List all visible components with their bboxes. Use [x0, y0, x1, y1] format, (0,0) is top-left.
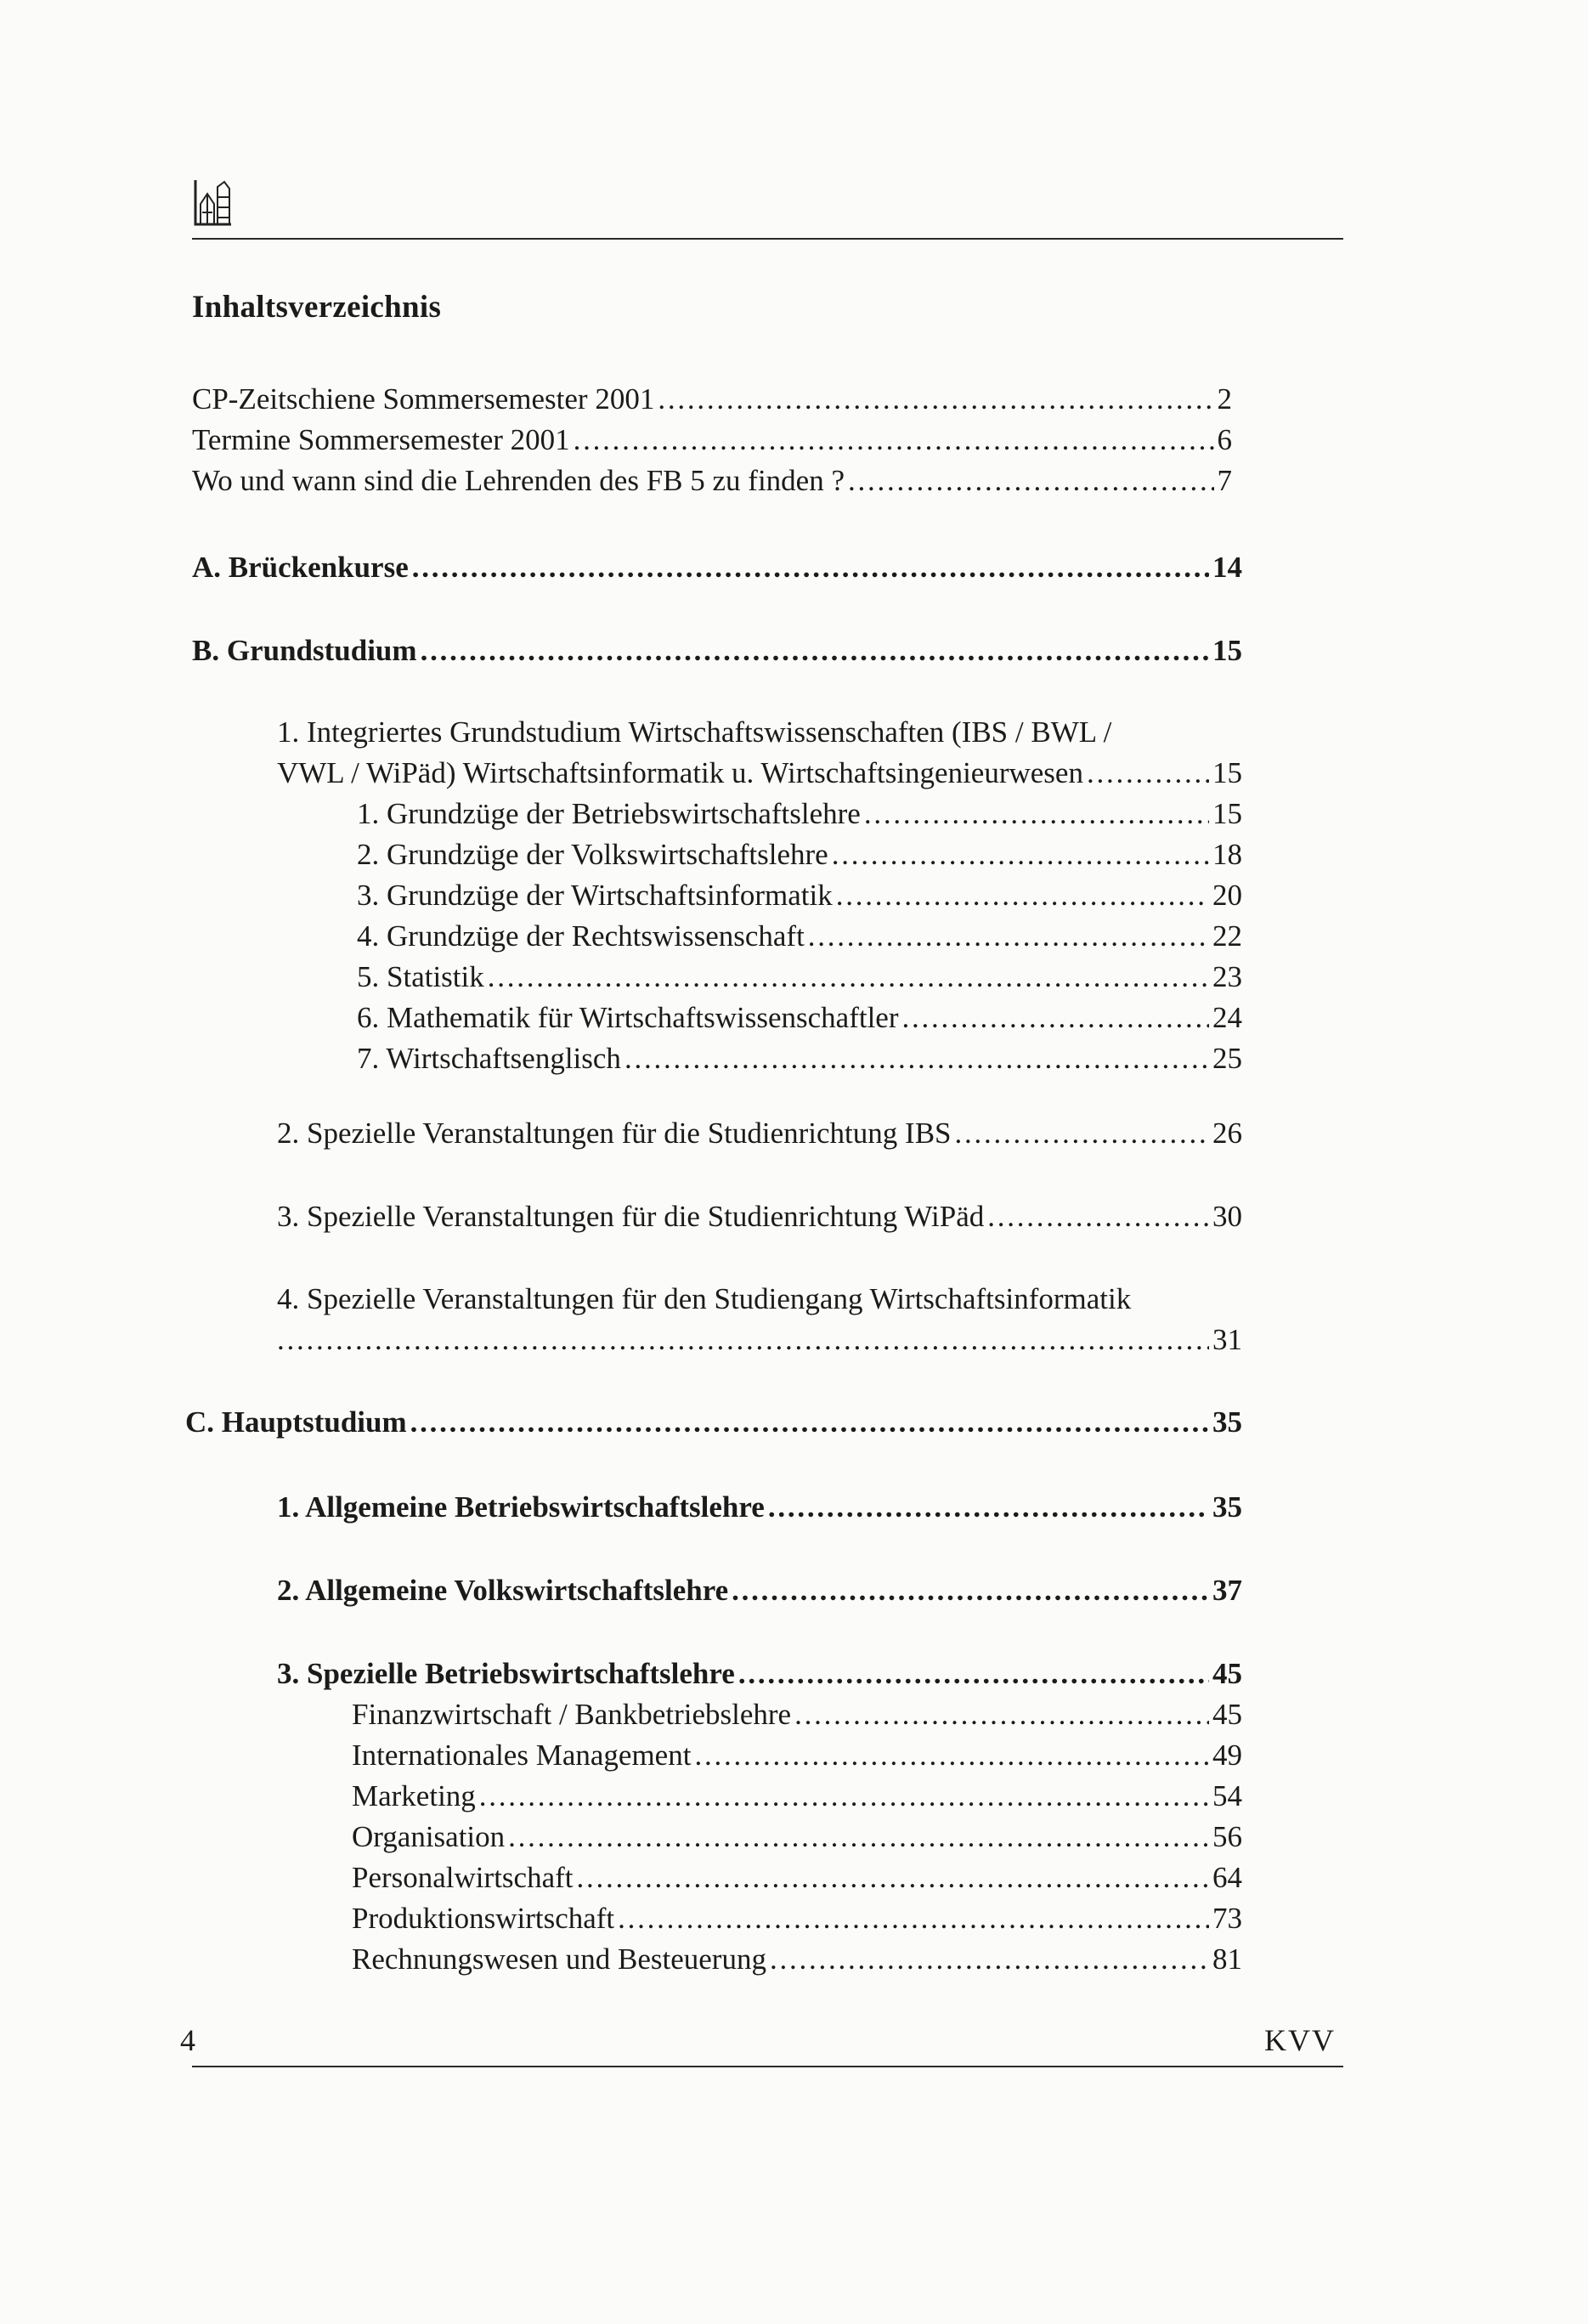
toc-entry-title: B. Grundstudium	[192, 634, 417, 667]
toc-entry-page: 37	[1212, 1574, 1242, 1607]
toc-entry-page: 30	[1212, 1200, 1242, 1233]
university-logo-icon	[192, 178, 235, 228]
toc-entry-page: 7	[1217, 464, 1232, 497]
toc-entry-page: 14	[1212, 551, 1242, 584]
toc-entry[interactable]	[357, 875, 1242, 916]
toc-entry[interactable]	[352, 1898, 1242, 1939]
leader-dots	[768, 1487, 1209, 1528]
leader-dots	[277, 1320, 1209, 1360]
toc-entry-title: Termine Sommersemester 2001	[192, 423, 570, 456]
toc-entry[interactable]	[357, 834, 1242, 875]
toc-entry-title: Organisation	[352, 1820, 506, 1853]
toc-entry-title: 1. Grundzüge der Betriebswirtschaftslehre	[357, 797, 861, 830]
toc-entry[interactable]	[357, 794, 1242, 834]
toc-entry-page: 64	[1212, 1861, 1242, 1894]
toc-entry[interactable]	[352, 1858, 1242, 1898]
toc-entry[interactable]	[277, 1654, 1242, 1694]
leader-dots	[770, 1939, 1209, 1980]
toc-entry-page: 25	[1212, 1042, 1242, 1075]
toc-entry[interactable]	[357, 916, 1242, 957]
leader-dots	[421, 630, 1209, 671]
leader-dots	[732, 1570, 1209, 1611]
toc-entry-title: 3. Spezielle Betriebswirtschaftslehre	[277, 1657, 735, 1690]
toc-entry-page: 54	[1212, 1779, 1242, 1812]
toc-entry-page: 18	[1212, 838, 1242, 871]
toc-entry-page: 24	[1212, 1001, 1242, 1034]
toc-entry-page: 22	[1212, 919, 1242, 953]
toc-entry[interactable]	[357, 957, 1242, 998]
toc-entry[interactable]	[192, 379, 1232, 420]
leader-dots	[488, 957, 1209, 998]
toc-entry[interactable]	[352, 1776, 1242, 1817]
leader-dots	[410, 1402, 1209, 1443]
toc-entry-page: 45	[1212, 1698, 1242, 1731]
toc-entry[interactable]	[352, 1694, 1242, 1735]
toc-entry-title: 3. Grundzüge der Wirtschaftsinformatik	[357, 879, 833, 912]
leader-dots	[864, 794, 1209, 834]
toc-entry-title: 7. Wirtschaftsenglisch	[357, 1042, 621, 1075]
toc-entry-title: 2. Spezielle Veranstaltungen für die Studienrichtung IBS	[277, 1117, 952, 1150]
leader-dots	[794, 1694, 1209, 1735]
toc-entry[interactable]	[357, 998, 1242, 1038]
toc-entry-title: Personalwirtschaft	[352, 1861, 574, 1894]
toc-entry-page: 35	[1212, 1490, 1242, 1524]
toc-section-c[interactable]	[185, 1402, 1242, 1443]
leader-dots	[479, 1776, 1209, 1817]
toc-entry[interactable]	[277, 1570, 1242, 1611]
toc-entry-page: 49	[1212, 1739, 1242, 1772]
leader-dots	[694, 1735, 1209, 1776]
toc-entry-title: 4. Grundzüge der Rechtswissenschaft	[357, 919, 805, 953]
toc-entry-title: Produktionswirtschaft	[352, 1902, 615, 1935]
leader-dots	[508, 1817, 1209, 1858]
toc-entry-title: Marketing	[352, 1779, 476, 1812]
toc-entry[interactable]	[277, 1487, 1242, 1528]
leader-dots	[987, 1196, 1209, 1237]
leader-dots	[832, 834, 1209, 875]
toc-entry[interactable]	[277, 1196, 1242, 1237]
toc-entry-title: CP-Zeitschiene Sommersemester 2001	[192, 382, 655, 416]
toc-entry[interactable]	[277, 1320, 1242, 1360]
toc-entry[interactable]	[352, 1817, 1242, 1858]
toc-entry-page: 35	[1212, 1405, 1242, 1439]
toc-entry-page: 15	[1212, 797, 1242, 830]
toc-entry-title: 2. Allgemeine Volkswirtschaftslehre	[277, 1574, 729, 1607]
toc-entry-page: 15	[1212, 756, 1242, 789]
leader-dots	[658, 379, 1213, 420]
toc-entry-page: 73	[1212, 1902, 1242, 1935]
toc-section-a[interactable]	[192, 547, 1242, 588]
toc-entry-title: 5. Statistik	[357, 960, 484, 993]
header-rule	[192, 238, 1343, 240]
toc-entry-page: 81	[1212, 1942, 1242, 1976]
toc-entry-title: 6. Mathematik für Wirtschaftswissenschaftler	[357, 1001, 899, 1034]
leader-dots	[848, 461, 1214, 501]
leader-dots	[624, 1038, 1209, 1079]
toc-entry-page: 2	[1217, 382, 1232, 416]
leader-dots	[618, 1898, 1209, 1939]
toc-entry-title: Internationales Management	[352, 1739, 692, 1772]
toc-entry-page: 15	[1212, 634, 1242, 667]
toc-entry[interactable]	[192, 420, 1232, 461]
toc-entry-title: Wo und wann sind die Lehrenden des FB 5 zu finden ?	[192, 464, 845, 497]
toc-entry[interactable]	[357, 1038, 1242, 1079]
toc-title: Inhaltsverzeichnis	[192, 290, 442, 325]
toc-entry-title: C. Hauptstudium	[185, 1405, 407, 1439]
footer-rule	[192, 2066, 1343, 2067]
toc-entry-page: 26	[1212, 1117, 1242, 1150]
leader-dots	[574, 420, 1214, 461]
toc-entry-title: VWL / WiPäd) Wirtschaftsinformatik u. Wirtschaftsingenieurwesen	[277, 756, 1083, 789]
toc-entry-title: 1. Allgemeine Betriebswirtschaftslehre	[277, 1490, 765, 1524]
toc-entry-title[interactable]: 4. Spezielle Veranstaltungen für den Studiengang Wirtschaftsinformatik	[277, 1282, 1132, 1315]
toc-entry[interactable]	[192, 461, 1232, 501]
leader-dots	[738, 1654, 1209, 1694]
toc-entry-page: 31	[1212, 1323, 1242, 1356]
leader-dots	[1087, 753, 1209, 794]
toc-entry[interactable]	[352, 1939, 1242, 1980]
toc-entry-page: 56	[1212, 1820, 1242, 1853]
toc-entry-page: 20	[1212, 879, 1242, 912]
leader-dots	[412, 547, 1209, 588]
toc-entry-page: 6	[1217, 423, 1232, 456]
leader-dots	[902, 998, 1210, 1038]
toc-entry-title: Finanzwirtschaft / Bankbetriebslehre	[352, 1698, 792, 1731]
toc-entry[interactable]	[352, 1735, 1242, 1776]
toc-entry-title[interactable]: 1. Integriertes Grundstudium Wirtschaftswissenschaften (IBS / BWL /	[277, 715, 1112, 749]
toc-entry-page: 23	[1212, 960, 1242, 993]
toc-entry[interactable]	[277, 1113, 1242, 1154]
toc-entry-title: A. Brückenkurse	[192, 551, 409, 584]
toc-entry-title: Rechnungswesen und Besteuerung	[352, 1942, 766, 1976]
footer-label: KVV	[1264, 2023, 1336, 2057]
toc-entry-title: 3. Spezielle Veranstaltungen für die Studienrichtung WiPäd	[277, 1200, 985, 1233]
page-number: 4	[180, 2023, 195, 2057]
leader-dots	[808, 916, 1209, 957]
toc-entry-title: 2. Grundzüge der Volkswirtschaftslehre	[357, 838, 828, 871]
toc-entry[interactable]	[277, 753, 1242, 794]
leader-dots	[836, 875, 1209, 916]
toc-entry-page: 45	[1212, 1657, 1242, 1690]
leader-dots	[576, 1858, 1209, 1898]
leader-dots	[955, 1113, 1210, 1154]
toc-section-b[interactable]	[192, 630, 1242, 671]
